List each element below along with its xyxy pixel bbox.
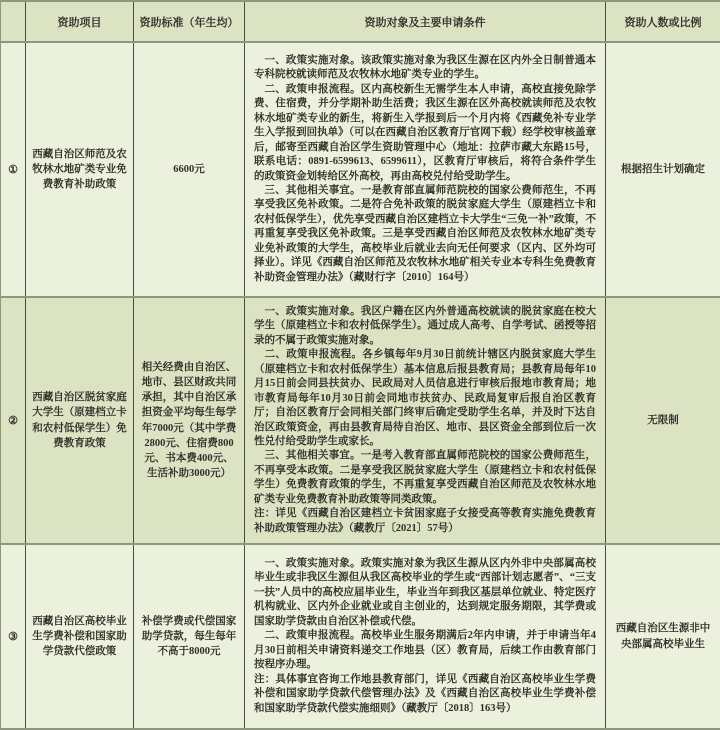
condition-paragraph: 三、其他相关事宜。一是考入教育部直属师范院校的国家公费师范生，不再享受本政策。二是享受我区脱贫家庭大学生（原建档立卡和农村低保学生）免费教育政策的学生，不再重复享受西藏自治区师范及农牧林水地矿类专业免费教育补助政策等同类政策。	[254, 449, 596, 507]
row-index: ①	[1, 42, 26, 297]
conditions-cell	[245, 42, 606, 297]
condition-paragraph: 一、政策实施对象。我区户籍在区内外普通高校就读的脱贫家庭在校大学生（原建档立卡和农村低保学生）。通过成人高考、自学考试、函授等招录的不属于政策实施对象。	[254, 305, 596, 348]
header-row	[1, 1, 720, 42]
conditions-cell	[245, 297, 606, 544]
subsidy-standard: 6600元	[134, 42, 245, 297]
header-standard: 资助标准（年生均）	[134, 1, 245, 42]
header-index	[1, 1, 26, 42]
table-row-2	[1, 297, 720, 544]
table-row-1	[1, 42, 720, 297]
subsidy-standard: 相关经费由自治区、地市、县区财政共同承担，其中自治区承担资金平均每生每学年7000元（其中学费2800元、住宿费800元、书本费400元、生活补助3000元）	[134, 297, 245, 544]
condition-paragraph: 二、政策申报流程。高校毕业生服务期满后2年内申请，并于申请当年4月30日前相关申请资料递交工作地县（区）教育局，后续工作由教育部门按程序办理。	[254, 629, 596, 672]
header-quota: 资助人数或比例	[606, 1, 720, 42]
quota-cell: 根据招生计划确定	[606, 42, 720, 297]
project-name: 西藏自治区师范及农牧林水地矿类专业免费教育补助政策	[26, 42, 134, 297]
quota-cell: 西藏自治区生源非中央部属高校毕业生	[606, 544, 720, 729]
row-index: ②	[1, 297, 26, 544]
condition-note: 注：详见《西藏自治区建档立卡贫困家庭子女接受高等教育实施免费教育补助政策管理办法》（藏教厅〔2021〕57号）	[254, 507, 596, 536]
header-conditions: 资助对象及主要申请条件	[245, 1, 606, 42]
project-name: 西藏自治区高校毕业生学费补偿和国家助学贷款代偿政策	[26, 544, 134, 729]
condition-paragraph: 三、其他相关事宜。一是教育部直属师范院校的国家公费师范生，不再享受我区免补政策。二是符合免补政策的脱贫家庭大学生（原建档立卡和农村低保学生），优先享受西藏自治区建档立卡大学生“三免一补”政策，不再重复享受我区免补政策。三是享受西藏自治区师范及农牧林水地矿类专业免补政策的大学生，高校毕业后就业去向无任何要求（区内、区外均可择业）。详见《西藏自治区师范及农牧林水地矿相关专业本专科生免费教育补助资金管理办法》（藏财行字〔2010〕164号）	[254, 184, 596, 285]
subsidy-standard: 补偿学费或代偿国家助学贷款，每生每年不高于8000元	[134, 544, 245, 729]
condition-note: 注：具体事宜咨询工作地县教育部门，详见《西藏自治区高校毕业生学费补偿和国家助学贷款代偿管理办法》及《西藏自治区高校毕业生学费补偿和国家助学贷款代偿实施细则》（藏教厅〔2018〕163号）	[254, 673, 596, 716]
project-name: 西藏自治区脱贫家庭大学生（原建档立卡和农村低保学生）免费教育政策	[26, 297, 134, 544]
quota-cell: 无限制	[606, 297, 720, 544]
header-project: 资助项目	[26, 1, 134, 42]
condition-paragraph: 一、政策实施对象。该政策实施对象为我区生源在区内外全日制普通本专科院校就读师范及农牧林水地矿类专业的学生。	[254, 54, 596, 83]
row-index: ③	[1, 544, 26, 729]
condition-paragraph: 一、政策实施对象。政策实施对象为我区生源从区内外非中央部属高校毕业生或非我区生源但从我区高校毕业的学生或“西部计划志愿者”、“三支一扶”人员中的高校应届毕业生，毕业当年到我区基层单位就业、特定医疗机构就业、区内外企业就业或自主创业的，达到规定服务期限，其学费或国家助学贷款由自治区补偿或代偿。	[254, 557, 596, 629]
table-row-3	[1, 544, 720, 729]
condition-paragraph: 二、政策申报流程。区内高校新生无需学生本人申请，高校直接免除学费、住宿费，并分学期补助生活费；我区生源在区外高校就读师范及农牧林水地矿类专业的新生，将新生入学报到后一个月内将《西藏免补专业学生入学报到回执单》（可以在西藏自治区教育厅官网下载）经学校审核盖章后，邮寄至西藏自治区学生资助管理中心（地址：拉萨市藏大东路15号，联系电话：0891-6599613、6599611），区教育厅审核后，将符合条件学生的政策资金划转给区外高校，再由高校兑付给受助学生。	[254, 83, 596, 184]
condition-paragraph: 二、政策申报流程。各乡镇每年9月30日前统计辖区内脱贫家庭大学生（原建档立卡和农村低保学生）基本信息后报县教育局；县教育局每年10月15日前会同县扶贫办、民政局对人员信息进行审核后报地市教育局；地市教育局每年10月30日前会同地市扶贫办、民政局复审后报自治区教育厅；自治区教育厅会同相关部门终审后确定受助学生名单，并及时下达自治区政策资金，再由县教育局待自治区、地市、县区资金全部到位后一次性兑付给受助学生或家长。	[254, 348, 596, 449]
conditions-cell	[245, 544, 606, 729]
